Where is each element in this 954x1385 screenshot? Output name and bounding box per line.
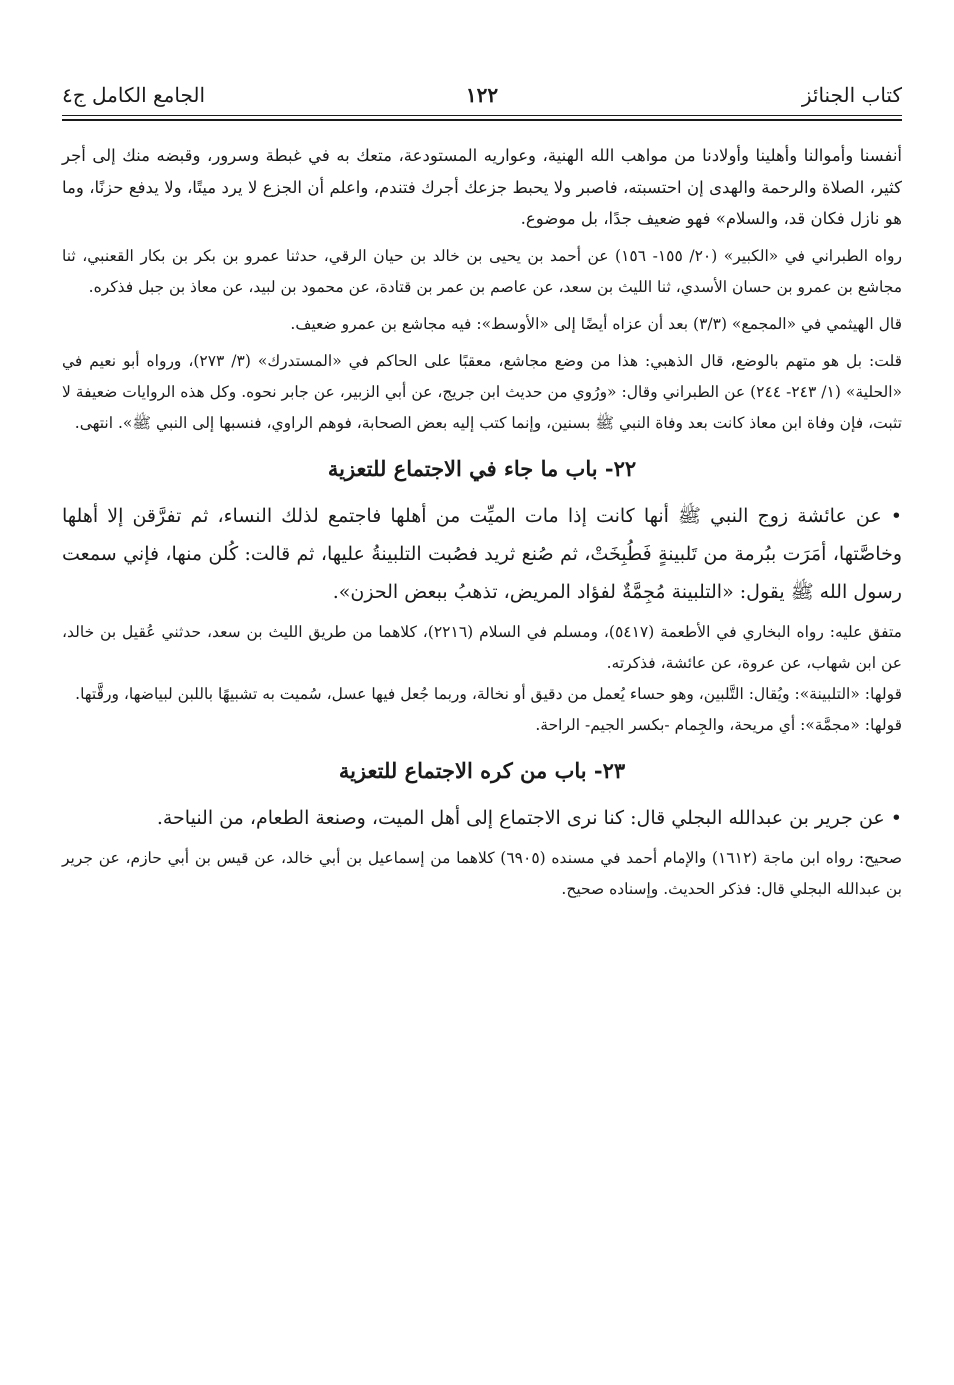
paragraph-takhrij-tabarani: رواه الطبراني في «الكبير» (٢٠/ ١٥٥- ١٥٦) عن أحمد بن يحيى بن خالد بن حيان الرقي، حدثنا عمرو بن بكر بن بكار القعنبي، ثنا مجاشع بن عمرو بن حسان الأسدي، ثنا الليث بن سعد، عن عاصم بن عمر بن قتادة، عن محمود بن لبيد، عن معاذ بن جبل فذكره. bbox=[62, 246, 902, 296]
note-mujimma: قولها: «مجمَّة»: أي مريحة، والجِمام -بكسر الجيم- الراحة. bbox=[535, 715, 902, 734]
note-talbina: قولها: «التلبينة»: ويُقال: التَّلبين، وهو حساء يُعمل من دقيق أو نخالة، وربما جُعل فيها عسل، سُميت به تشبيهًا باللبن لبياضها، ورقَّتها. bbox=[75, 684, 902, 703]
takhrij-hadith-aisha: متفق عليه: رواه البخاري في الأطعمة (٥٤١٧)، ومسلم في السلام (٢٢١٦)، كلاهما من طريق الليث بن سعد، حدثني عُقيل بن خالد، عن ابن شهاب، عن عروة، عن عائشة، فذكرته. bbox=[62, 622, 902, 672]
hadith-jarir: • عن جرير بن عبدالله البجلي قال: كنا نرى الاجتماع إلى أهل الميت، وصنعة الطعام، من النياحة. bbox=[156, 806, 902, 829]
running-header bbox=[62, 78, 902, 112]
paragraph-hadith-continuation: أنفسنا وأموالنا وأهلينا وأولادنا من مواهب الله الهنية، وعواريه المستودعة، متعك به في غبطة وسرور، وقبضه منك إلى أجر كثير، الصلاة والرحمة والهدى إن احتسبته، فاصبر ولا يحبط جزعك أجرك فتندم، واعلم أن الجزع لا يرد ميتًا، ولا يدفع حزنًا، وما هو نازل فكان قد، والسلام» فهو ضعيف جدًا، بل موضوع. bbox=[62, 146, 902, 228]
page-body bbox=[62, 140, 902, 905]
paragraph-haythami: قال الهيثمي في «المجمع» (٣/٣) بعد أن عزاه أيضًا إلى «الأوسط»: فيه مجاشع بن عمرو ضعيف. bbox=[290, 314, 902, 333]
header-rule-thick bbox=[62, 119, 902, 121]
takhrij-hadith-jarir: صحيح: رواه ابن ماجة (١٦١٢) والإمام أحمد في مسنده (٦٩٠٥) كلاهما من إسماعيل بن أبي خالد، عن قيس بن أبي حازم، عن جرير بن عبدالله البجلي قال: فذكر الحديث. وإسناده صحيح. bbox=[62, 848, 902, 898]
header-book-title: كتاب الجنائز bbox=[801, 83, 902, 107]
page-number: ١٢٢ bbox=[465, 83, 499, 107]
hadith-aisha: • عن عائشة زوج النبي ﷺ أنها كانت إذا مات الميِّت من أهلها فاجتمع لذلك النساء، ثم تفرَّقن إلا أهلها وخاصَّتها، أمَرَت ببُرمة من تَلبينةٍ فَطُبِخَتْ، ثم صُنع ثريد فصُبت التلبينةُ عليها، ثم قالت: كُلن منها، فإني سمعت رسول الله ﷺ يقول: «التلبينة مُجِمَّةٌ لفؤاد المريض، تذهبُ ببعض الحزن». bbox=[62, 504, 902, 603]
chapter-heading-22: ٢٢- باب ما جاء في الاجتماع للتعزية bbox=[327, 455, 637, 481]
chapter-heading-23: ٢٣- باب من كره الاجتماع للتعزية bbox=[338, 757, 626, 783]
paragraph-commentary: قلت: بل هو متهم بالوضع، قال الذهبي: هذا من وضع مجاشع، معقبًا على الحاكم في «المستدرك» (٣/ ٢٧٣)، ورواه أبو نعيم في «الحلية» (١/ ٢٤٣- ٢٤٤) عن الطبراني وقال: «ورُوي من حديث ابن جريج، عن أبي الزبير، عن جابر نحوه. وكل هذه الروايات ضعيفة لا تثبت، فإن وفاة ابن معاذ كانت بعد وفاة النبي ﷺ بسنين، وإنما كتب إليه بعض الصحابة، فوهم الراوي، فنسبها إلى النبي ﷺ». انتهى. bbox=[62, 351, 902, 432]
header-volume-title: الجامع الكامل ج٤ bbox=[62, 83, 206, 107]
header-rule-thin bbox=[62, 115, 902, 116]
